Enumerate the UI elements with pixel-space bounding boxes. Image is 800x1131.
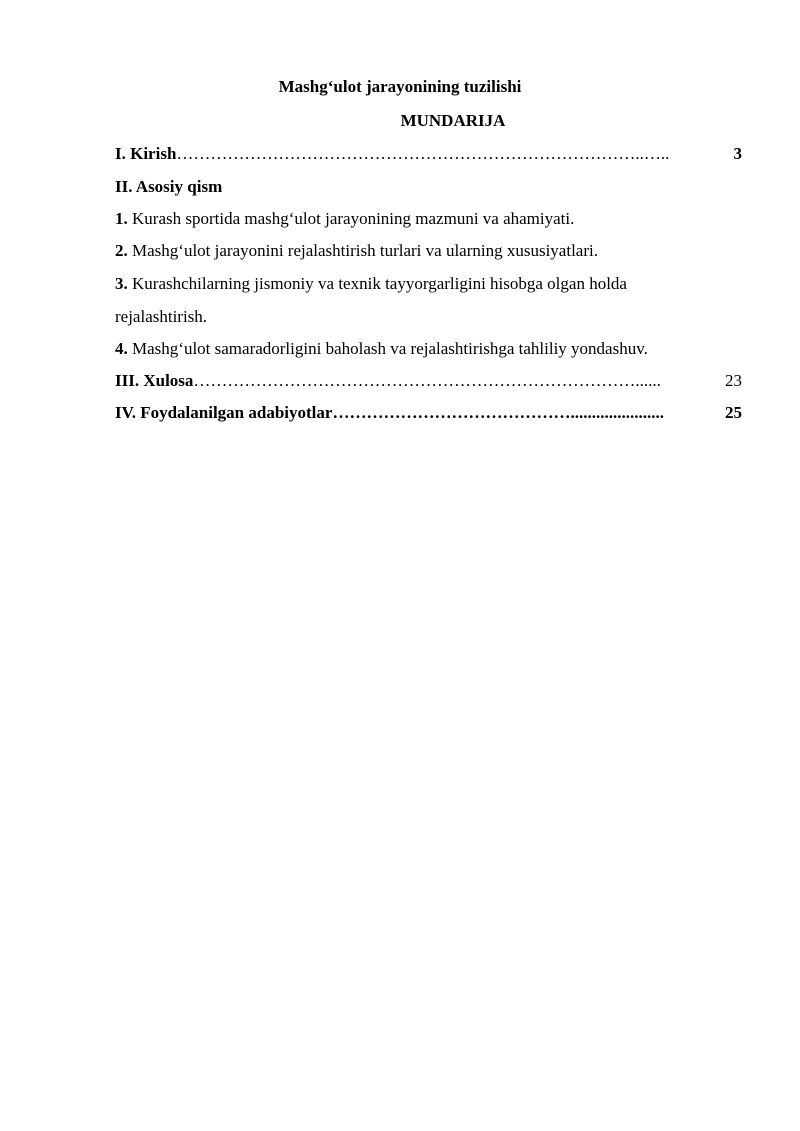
toc-subentry-number: 2. [115,241,128,260]
toc-subentry-2[interactable] [115,240,742,262]
toc-entry-conclusion[interactable] [115,370,742,392]
toc-subentry-text-continued: rejalashtirish. [115,307,208,326]
toc-entry-intro[interactable] [115,143,742,165]
toc-page-number: 25 [725,403,742,422]
toc-leader-dots: ………………………………………………………………………..….. [176,144,670,163]
toc-subentry-1[interactable] [115,208,742,230]
toc-heading-text: MUNDARIJA [400,111,506,130]
toc-leader-dots: ……………………………………………………………………...... [193,371,661,390]
toc-entry-label: IV. Foydalanilgan adabiyotlar [115,403,333,422]
toc-entry-label: II. Asosiy qism [115,177,223,196]
document-title: Mashg‘ulot jarayonining tuzilishi [278,77,522,96]
toc-subentry-text: Kurash sportida mashg‘ulot jarayonining mazmuni va ahamiyati. [132,209,575,228]
toc-entry-label: III. Xulosa [115,371,194,390]
toc-page-number: 3 [733,144,742,163]
toc-entry-label: I. Kirish [115,144,177,163]
toc-subentry-number: 3. [115,274,128,293]
toc-subentry-text: Mashg‘ulot samaradorligini baholash va rejalashtirishga tahliliy yondashuv. [132,339,648,358]
toc-subentry-number: 1. [115,209,128,228]
toc-page-number: 23 [725,371,742,390]
toc-subentry-4[interactable] [115,338,742,360]
toc-heading [0,110,800,132]
toc-subentry-text: Mashg‘ulot jarayonini rejalashtirish turlari va ularning xususiyatlari. [132,241,598,260]
toc-entry-main-part[interactable] [115,176,742,198]
toc-subentry-3[interactable] [115,273,742,295]
toc-subentry-text: Kurashchilarning jismoniy va texnik tayyorgarligini hisobga olgan holda [132,274,627,293]
toc-entry-references[interactable] [115,402,742,424]
toc-subentry-number: 4. [115,339,128,358]
toc-leader-dots: ……………………………………...................... [332,403,664,422]
toc-subentry-3-continued[interactable] [115,306,742,328]
